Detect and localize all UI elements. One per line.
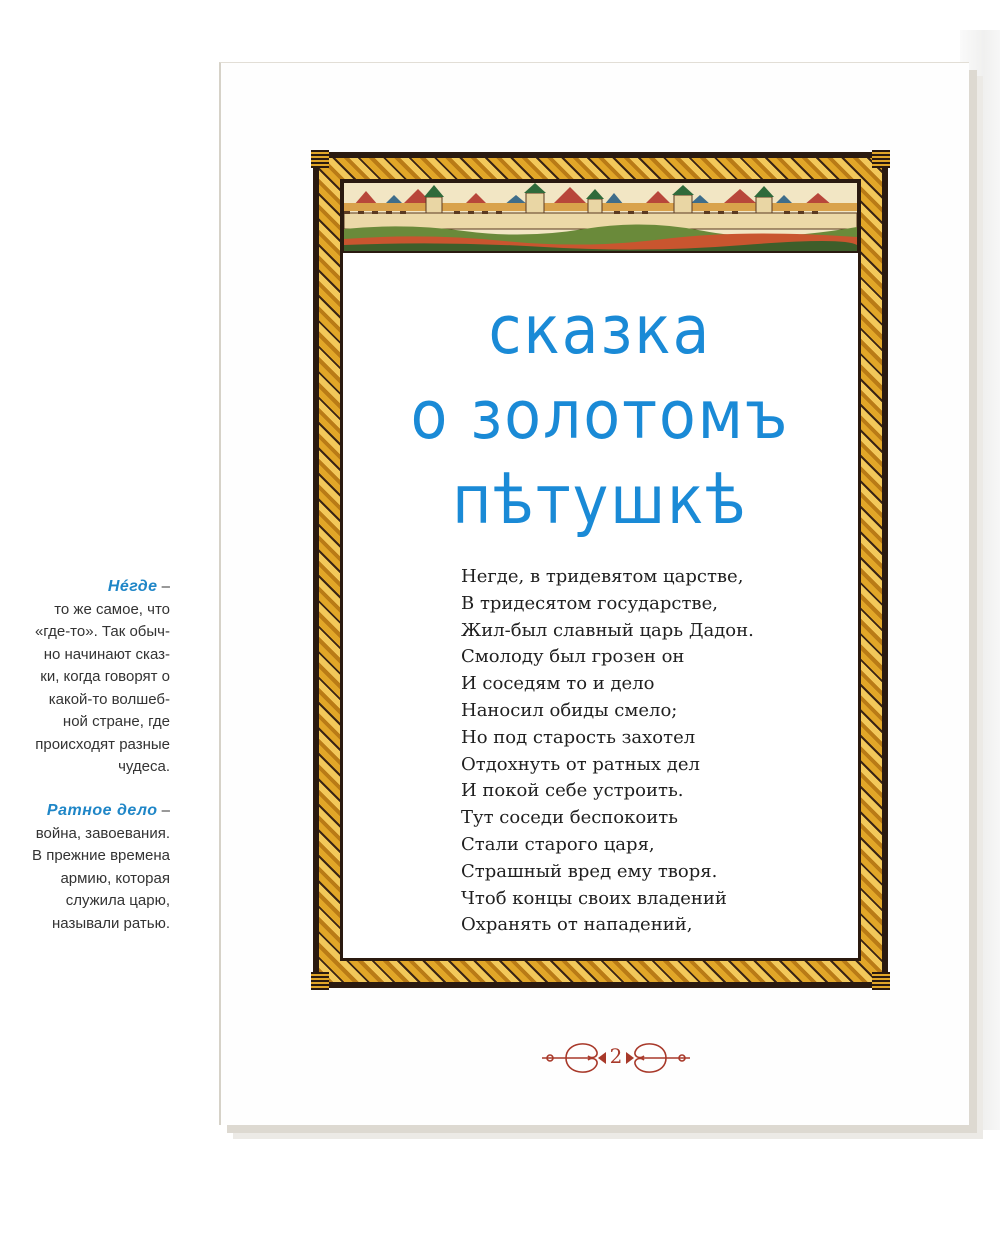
title-line: пѣтушкѣ [452, 461, 748, 540]
poem-line: Тут соседи беспокоить [461, 807, 678, 829]
poem-line: Чтоб концы своих владений [461, 887, 727, 909]
title-line: сказка [488, 291, 712, 370]
glossary-line: армию, которая [60, 869, 170, 887]
glossary-line: чудеса. [118, 758, 170, 775]
glossary-term: Ратное дело [46, 802, 158, 819]
glossary-line: но начинают сказ- [43, 645, 170, 663]
glossary-line: война, завоевания. [35, 824, 170, 842]
page-number-ornament [536, 1030, 696, 1086]
glossary-line: ки, когда говорят о [40, 668, 170, 685]
page-title [346, 288, 854, 543]
glossary-line: «где-то». Так обыч- [34, 623, 170, 640]
glossary-line: называли ратью. [51, 914, 170, 932]
poem-line: В тридесятом государстве, [461, 592, 718, 614]
glossary-line: служила царю, [65, 892, 170, 909]
glossary-dash: – [157, 578, 170, 595]
glossary-line: ной стране, где [62, 713, 170, 730]
frame-corner-ornament [311, 972, 329, 990]
poem-line: Стали старого царя, [461, 833, 655, 855]
poem-line: И соседям то и дело [461, 673, 655, 695]
glossary-dash: – [157, 802, 170, 819]
frame-corner-ornament [872, 972, 890, 990]
poem-line: Страшный вред ему творя. [461, 860, 718, 882]
glossary-note-ratnoe-delo [0, 800, 170, 935]
frame-corner-ornament [311, 150, 329, 168]
poem-line: Наносил обиды смело; [461, 699, 678, 721]
poem-line: Но под старость захотел [461, 726, 696, 748]
page-number: 2 [609, 1044, 623, 1068]
glossary-line: происходят разные [35, 735, 170, 753]
poem-line: И покой себе устроить. [461, 780, 684, 802]
frame-corner-ornament [872, 150, 890, 168]
glossary-line: какой-то волшеб- [48, 690, 170, 708]
poem-line: Жил-был славный царь Дадон. [461, 619, 754, 641]
poem-line: Охранять от нападений, [461, 914, 693, 936]
poem-text [461, 564, 754, 939]
kremlin-banner-illustration [344, 183, 857, 251]
glossary-term: Нéгде [107, 578, 158, 595]
glossary-line: В прежние времена [32, 847, 170, 864]
poem-line: Отдохнуть от ратных дел [461, 753, 700, 775]
poem-line: Смолоду был грозен он [461, 646, 685, 668]
glossary-note-negde [0, 576, 170, 779]
poem-line: Негде, в тридевятом царстве, [461, 566, 744, 587]
title-line: о золотомъ [410, 376, 790, 455]
glossary-line: то же самое, что [54, 600, 170, 618]
